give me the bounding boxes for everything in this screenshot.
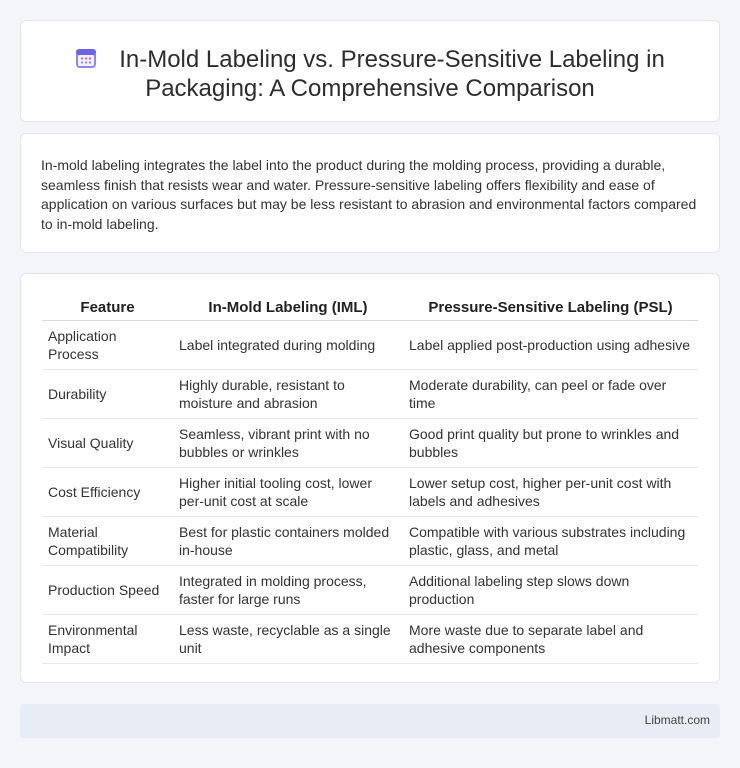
psl-cell: Additional labeling step slows down production	[403, 565, 698, 614]
calendar-icon	[75, 47, 97, 69]
table-row	[42, 467, 698, 516]
feature-cell: Environmental Impact	[42, 614, 173, 663]
feature-cell: Application Process	[42, 320, 173, 369]
table-row	[42, 565, 698, 614]
footer-brand-link[interactable]: Libmatt.com	[644, 713, 710, 727]
iml-cell: Best for plastic containers molded in-house	[173, 516, 403, 565]
iml-cell: Label integrated during molding	[173, 320, 403, 369]
iml-cell: Highly durable, resistant to moisture and abrasion	[173, 369, 403, 418]
page-title: In-Mold Labeling vs. Pressure-Sensitive Labeling in Packaging: A Comprehensive Comparison	[119, 46, 665, 102]
psl-cell: Label applied post-production using adhesive	[403, 320, 698, 369]
psl-cell: Lower setup cost, higher per-unit cost with labels and adhesives	[403, 467, 698, 516]
table-row	[42, 369, 698, 418]
table-row	[42, 516, 698, 565]
psl-cell: Moderate durability, can peel or fade over time	[403, 369, 698, 418]
iml-cell: Higher initial tooling cost, lower per-unit cost at scale	[173, 467, 403, 516]
feature-cell: Visual Quality	[42, 418, 173, 467]
feature-cell: Durability	[42, 369, 173, 418]
table-row	[42, 418, 698, 467]
iml-cell: Seamless, vibrant print with no bubbles or wrinkles	[173, 418, 403, 467]
iml-cell: Less waste, recyclable as a single unit	[173, 614, 403, 663]
comparison-table-card	[20, 273, 720, 683]
psl-cell: Compatible with various substrates including plastic, glass, and metal	[403, 516, 698, 565]
table-row	[42, 614, 698, 663]
header-psl: Pressure-Sensitive Labeling (PSL)	[403, 294, 698, 320]
intro-card	[20, 133, 720, 253]
table-header-row	[42, 294, 698, 320]
iml-cell: Integrated in molding process, faster for large runs	[173, 565, 403, 614]
comparison-table	[42, 294, 698, 664]
header-feature: Feature	[42, 294, 173, 320]
feature-cell: Material Compatibility	[42, 516, 173, 565]
feature-cell: Production Speed	[42, 565, 173, 614]
intro-paragraph: In-mold labeling integrates the label into the product during the molding process, providing a durable, seamless finish that resists wear and water. Pressure-sensitive labeling offers flexibility and ease of application on various surfaces but may be less resistant to abrasion and environmental factors compared to in-mold labeling.	[41, 157, 697, 232]
title-card	[20, 20, 720, 122]
page-title-wrapper	[21, 45, 719, 103]
table-row	[42, 320, 698, 369]
feature-cell: Cost Efficiency	[42, 467, 173, 516]
psl-cell: More waste due to separate label and adhesive components	[403, 614, 698, 663]
header-iml: In-Mold Labeling (IML)	[173, 294, 403, 320]
footer-bar	[20, 704, 720, 738]
psl-cell: Good print quality but prone to wrinkles and bubbles	[403, 418, 698, 467]
